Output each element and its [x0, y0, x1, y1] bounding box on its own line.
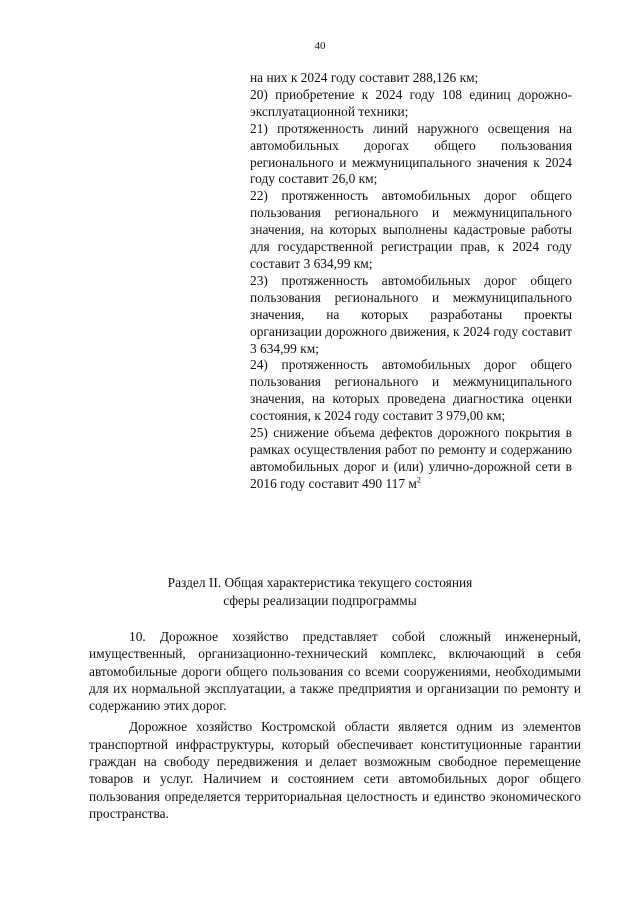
list-item: на них к 2024 году составит 288,126 км;: [250, 70, 479, 85]
section-title-line: сферы реализации подпрограммы: [223, 593, 417, 608]
paragraph: 10. Дорожное хозяйство представляет собой сложный инженерный, имущественный, организационно-технический комплекс, включающий в себя автомобильные дороги общего пользования со всеми сооружениями, необходимыми для их нормальной эксплуатации, а также предприятия и организации по ремонту и содержанию этих дорог.: [89, 629, 581, 714]
list-item-text: 25) снижение объема дефектов дорожного покрытия в рамках осуществления работ по ремонту и содержанию автомобильных дорог и (или) улично-дорожной сети в 2016 году составит 490 117 м: [250, 425, 572, 491]
paragraph: Дорожное хозяйство Костромской области является одним из элементов транспортной инфраструктуры, который обеспечивает конституционные гарантии граждан на свободу передвижения и делает возможным свободное перемещение товаров и услуг. Наличием и состоянием сети автомобильных дорог общего пользования определяется территориальная целостность и единство экономического пространства.: [89, 719, 581, 821]
list-item: 23) протяженность автомобильных дорог общего пользования регионального и межмуниципального значения, на которых разработаны проекты организации дорожного движения, к 2024 году составит 3 634,99 км;: [250, 272, 572, 356]
list-item: 24) протяженность автомобильных дорог общего пользования регионального и межмуниципального значения, на которых проведена диагностика оценки состояния, к 2024 году составит 3 979,00 км;: [250, 357, 572, 424]
superscript: 2: [416, 475, 421, 485]
list-item: 20) приобретение к 2024 году 108 единиц дорожно-эксплуатационной техники;: [250, 86, 572, 119]
body-text: [89, 628, 581, 826]
section-title-line: Раздел II. Общая характеристика текущего состояния: [167, 575, 473, 590]
page-number: 40: [314, 40, 326, 52]
target-indicators-list: [250, 70, 572, 493]
section-heading: [0, 574, 640, 610]
list-item: [250, 425, 572, 493]
list-item: 22) протяженность автомобильных дорог общего пользования регионального и межмуниципального значения, на которых выполнены кадастровые работы для государственной регистрации прав, к 2024 году составит 3 634,99 км;: [250, 188, 572, 271]
list-item: 21) протяженность линий наружного освещения на автомобильных дорогах общего пользования регионального и межмуниципального значения к 2024 году составит 26,0 км;: [250, 120, 572, 187]
